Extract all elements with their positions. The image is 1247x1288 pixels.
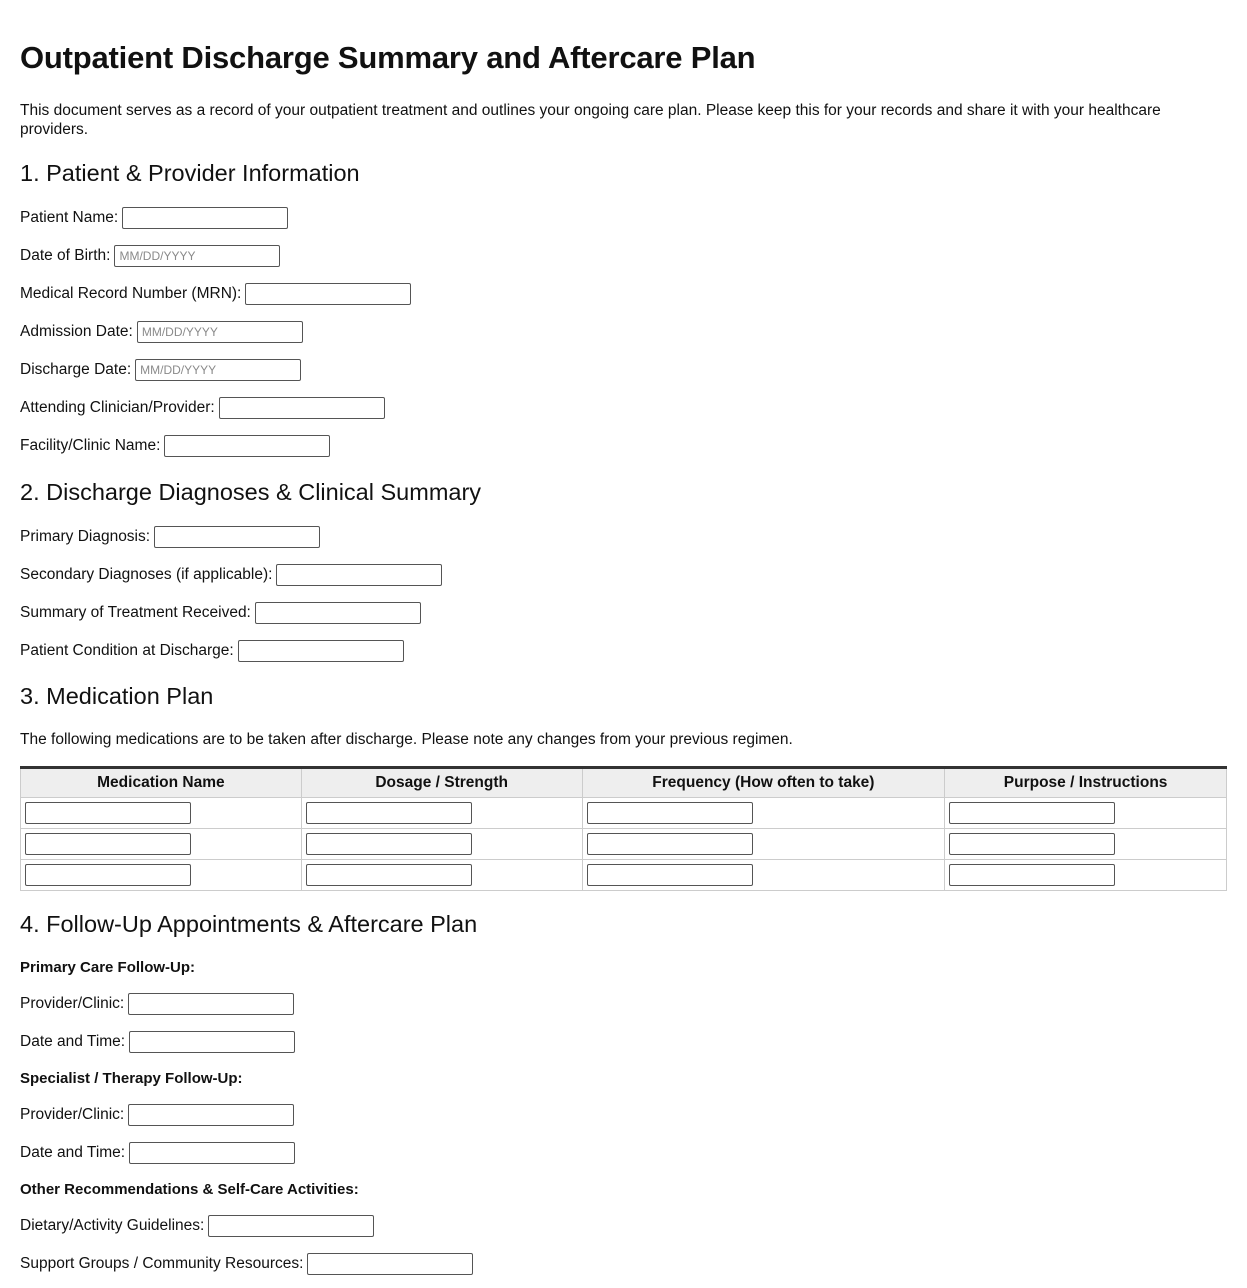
specialist-subheading: Specialist / Therapy Follow-Up: [20,1070,243,1087]
patient-name-row [20,207,288,229]
admission-date-row [20,321,303,343]
primary-care-provider-input[interactable] [128,993,294,1015]
column-header-frequency: Frequency (How often to take) [582,768,945,798]
medication-name-input[interactable] [25,864,191,886]
primary-care-provider-row [20,993,294,1015]
mrn-row [20,283,411,305]
admission-date-input[interactable] [137,321,303,343]
facility-label: Facility/Clinic Name: [20,437,161,454]
attending-row [20,397,385,419]
frequency-input[interactable] [587,802,753,824]
condition-row [20,640,404,662]
other-recommendations-subheading: Other Recommendations & Self-Care Activities: [20,1181,359,1198]
specialist-provider-label: Provider/Clinic: [20,1106,125,1123]
medication-name-input[interactable] [25,802,191,824]
discharge-date-input[interactable] [135,359,301,381]
dosage-input[interactable] [306,802,472,824]
patient-name-input[interactable] [122,207,288,229]
specialist-provider-input[interactable] [128,1104,294,1126]
patient-name-label: Patient Name: [20,209,119,226]
specialist-datetime-label: Date and Time: [20,1144,126,1161]
primary-care-datetime-input[interactable] [129,1031,295,1053]
primary-care-subheading: Primary Care Follow-Up: [20,959,196,976]
treatment-summary-label: Summary of Treatment Received: [20,604,251,621]
purpose-input[interactable] [949,864,1115,886]
section-heading-follow-up: 4. Follow-Up Appointments & Aftercare Plan [20,911,478,937]
specialist-datetime-row [20,1142,295,1164]
column-header-dosage: Dosage / Strength [301,768,582,798]
purpose-input[interactable] [949,833,1115,855]
table-cell [945,860,1227,891]
table-row [21,798,1227,829]
admission-date-label: Admission Date: [20,323,133,340]
dietary-row [20,1215,374,1237]
frequency-input[interactable] [587,864,753,886]
column-header-medication-name: Medication Name [21,768,302,798]
primary-dx-row [20,526,320,548]
table-cell [945,798,1227,829]
table-cell [582,829,945,860]
dob-row [20,245,280,267]
primary-care-datetime-row [20,1031,295,1053]
section-heading-diagnoses: 2. Discharge Diagnoses & Clinical Summary [20,479,482,505]
attending-label: Attending Clinician/Provider: [20,399,215,416]
secondary-dx-input[interactable] [276,564,442,586]
support-groups-label: Support Groups / Community Resources: [20,1255,304,1272]
medication-table-header [21,768,1227,798]
table-cell [582,860,945,891]
condition-label: Patient Condition at Discharge: [20,642,234,659]
dosage-input[interactable] [306,833,472,855]
support-groups-row [20,1253,473,1275]
medication-name-input[interactable] [25,833,191,855]
treatment-summary-row [20,602,421,624]
primary-care-datetime-label: Date and Time: [20,1033,126,1050]
facility-row [20,435,330,457]
condition-input[interactable] [238,640,404,662]
medication-table [20,766,1227,891]
secondary-dx-label: Secondary Diagnoses (if applicable): [20,566,273,583]
table-row [21,829,1227,860]
primary-dx-label: Primary Diagnosis: [20,528,151,545]
purpose-input[interactable] [949,802,1115,824]
medication-note: The following medications are to be taken after discharge. Please note any changes from your previous regimen. [20,731,793,748]
mrn-input[interactable] [245,283,411,305]
page-title: Outpatient Discharge Summary and Aftercare Plan [20,40,756,75]
support-groups-input[interactable] [307,1253,473,1275]
primary-dx-input[interactable] [154,526,320,548]
dietary-label: Dietary/Activity Guidelines: [20,1217,205,1234]
table-cell [301,860,582,891]
attending-input[interactable] [219,397,385,419]
treatment-summary-input[interactable] [255,602,421,624]
primary-care-provider-label: Provider/Clinic: [20,995,125,1012]
dob-label: Date of Birth: [20,247,111,264]
specialist-datetime-input[interactable] [129,1142,295,1164]
table-row [21,860,1227,891]
dietary-input[interactable] [208,1215,374,1237]
mrn-label: Medical Record Number (MRN): [20,285,242,302]
discharge-date-label: Discharge Date: [20,361,132,378]
table-cell [21,829,302,860]
frequency-input[interactable] [587,833,753,855]
table-cell [945,829,1227,860]
secondary-dx-row [20,564,442,586]
table-cell [21,860,302,891]
column-header-purpose: Purpose / Instructions [945,768,1227,798]
facility-input[interactable] [164,435,330,457]
intro-text: This document serves as a record of your outpatient treatment and outlines your ongoing care plan. Please keep this for your records and share it with your healthcare providers. [20,102,1161,138]
dosage-input[interactable] [306,864,472,886]
specialist-provider-row [20,1104,294,1126]
section-heading-patient-info: 1. Patient & Provider Information [20,160,360,186]
table-cell [301,798,582,829]
table-cell [21,798,302,829]
table-cell [582,798,945,829]
section-heading-medication: 3. Medication Plan [20,683,214,709]
discharge-date-row [20,359,301,381]
table-cell [301,829,582,860]
dob-input[interactable] [114,245,280,267]
